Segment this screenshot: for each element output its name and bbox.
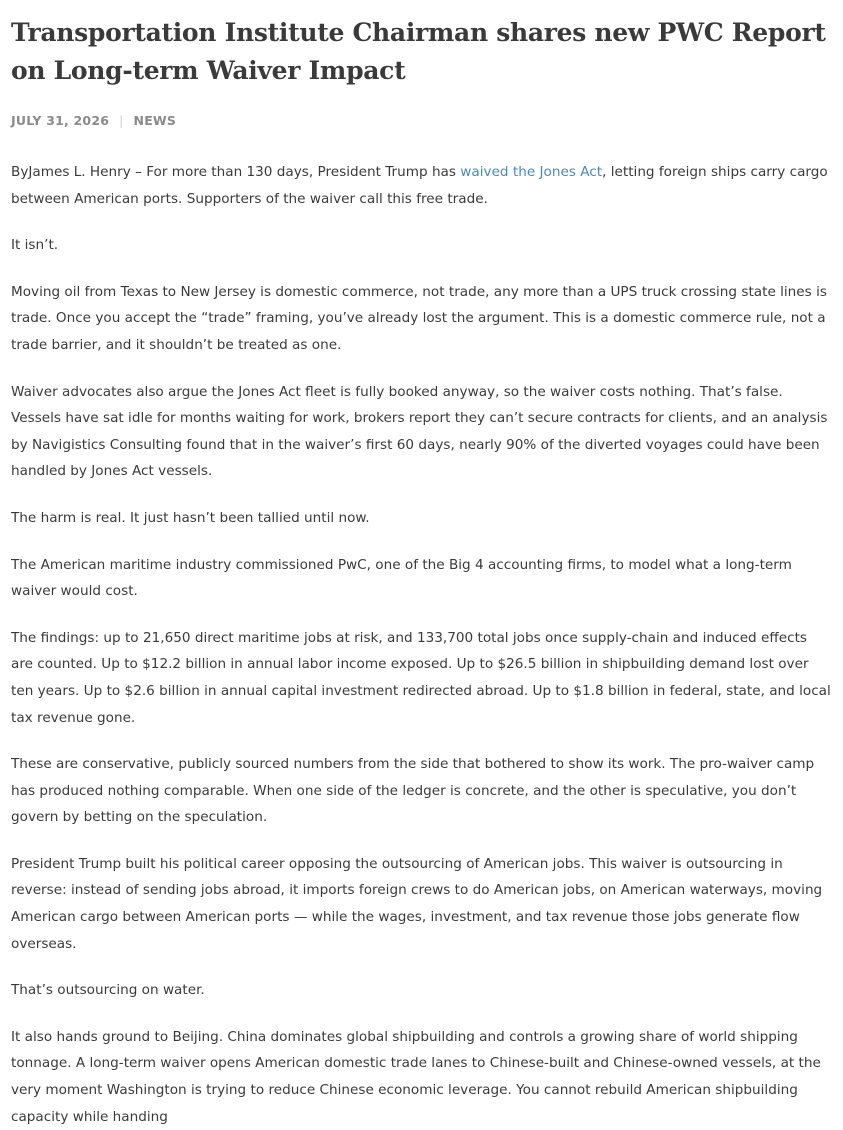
paragraph	[11, 159, 831, 212]
paragraph: That’s outsourcing on water.	[11, 982, 205, 999]
paragraph: Waiver advocates also argue the Jones Act fleet is fully booked anyway, so the waiver costs nothing. That’s false. Vessels have sat idle for months waiting for work, brokers report they can’t secure contracts for clients, and an analysis by Navigistics Consulting found that in the waiver’s first 60 days, nearly 90% of the diverted voyages could have been handled by Jones Act vessels.	[11, 383, 828, 480]
post-date: JULY 31, 2026	[11, 113, 110, 128]
paragraph: These are conservative, publicly sourced numbers from the side that bothered to show its work. The pro-waiver camp has produced nothing comparable. When one side of the ledger is concrete, and the other is speculative, you don’t govern by betting on the speculation.	[11, 756, 815, 826]
paragraph-text: , letting foreign ships carry cargo between American ports. Supporters of the waiver call this free trade.	[11, 164, 828, 207]
paragraph: It isn’t.	[11, 237, 59, 254]
category-link[interactable]: NEWS	[133, 113, 177, 128]
paragraph: The harm is real. It just hasn’t been tallied until now.	[11, 509, 370, 526]
paragraph: The findings: up to 21,650 direct maritime jobs at risk, and 133,700 total jobs once supply-chain and induced effects are counted. Up to $12.2 billion in annual labor income exposed. Up to $26.5 billion in shipbuilding demand lost over ten years. Up to $2.6 billion in annual capital investment redirected abroad. Up to $1.8 billion in federal, state, and local tax revenue gone.	[11, 629, 831, 726]
paragraph: Moving oil from Texas to New Jersey is domestic commerce, not trade, any more than a UPS truck crossing state lines is trade. Once you accept the “trade” framing, you’ve already lost the argument. This is a domestic commerce rule, not a trade barrier, and it shouldn’t be treated as one.	[11, 283, 827, 353]
article-body	[11, 159, 831, 1130]
meta-separator: |	[119, 113, 124, 128]
paragraph: It also hands ground to Beijing. China dominates global shipbuilding and controls a growing share of world shipping tonnage. A long-term waiver opens American domestic trade lanes to Chinese-built and Chinese-owned vessels, at the very moment Washington is trying to reduce Chinese economic leverage. You cannot rebuild American shipbuilding capacity while handing	[11, 1028, 821, 1125]
article-title: Transportation Institute Chairman shares new PWC Report on Long-term Waiver Impact	[11, 18, 826, 85]
post-meta	[11, 112, 831, 130]
paragraph: President Trump built his political career opposing the outsourcing of American jobs. This waiver is outsourcing in reverse: instead of sending jobs abroad, it imports foreign crews to do American jobs, on American waterways, moving American cargo between American ports — while the wages, investment, and tax revenue those jobs generate flow overseas.	[11, 855, 823, 952]
jones-act-waiver-link[interactable]: waived the Jones Act	[460, 164, 603, 180]
paragraph: The American maritime industry commissioned PwC, one of the Big 4 accounting firms, to model what a long-term waiver would cost.	[11, 556, 792, 600]
article	[0, 14, 843, 1130]
paragraph-text: ByJames L. Henry – For more than 130 days, President Trump has	[11, 164, 461, 180]
